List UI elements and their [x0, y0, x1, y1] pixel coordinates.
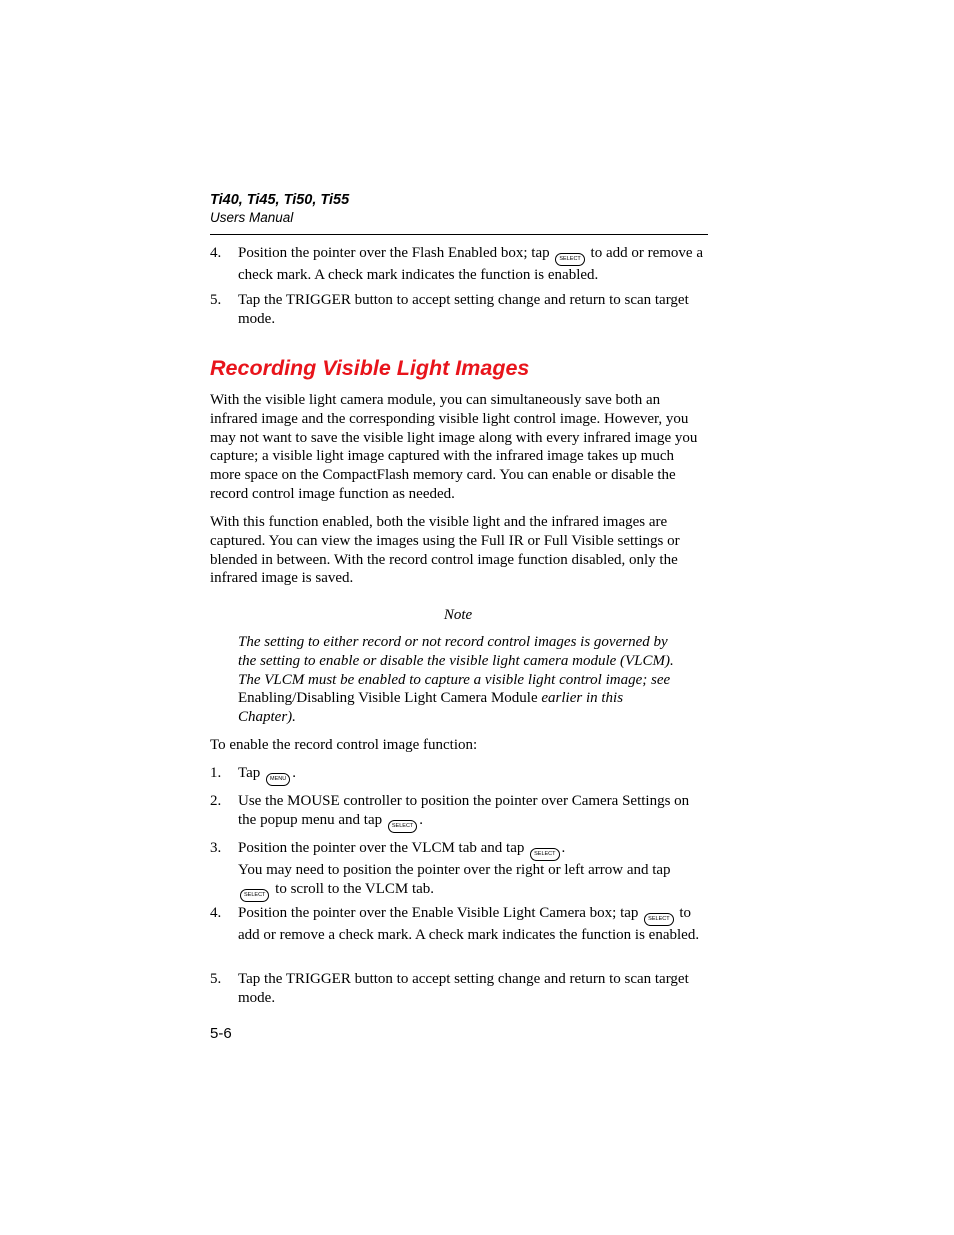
running-header: [210, 191, 708, 227]
step-text: to add or remove a check mark. A check mark indicates the function is enabled.: [238, 905, 700, 943]
header-rule: [210, 234, 708, 235]
step-text: Tap the TRIGGER button to accept setting change and return to scan target mode.: [238, 292, 689, 327]
select-button-icon: SELECT: [644, 913, 673, 926]
note-reference: Enabling/Disabling Visible Light Camera Module: [238, 690, 538, 707]
list-number: 5.: [210, 292, 222, 308]
step-text: .: [292, 765, 296, 781]
note-label: Note: [443, 607, 473, 623]
step-text: Position the pointer over the VLCM tab and tap: [238, 840, 525, 856]
list-number: 1.: [210, 765, 222, 781]
manual-subtitle: Users Manual: [210, 210, 294, 225]
note-body: [238, 633, 683, 727]
select-button-icon: SELECT: [388, 820, 417, 833]
paragraph: With this function enabled, both the visible light and the infrared images are captured. You can view the images using the Full IR or Full Visible settings or blended in between. With the record control image function disabled, only the infrared image is saved.: [210, 514, 680, 587]
section-heading: Recording Visible Light Images: [210, 356, 530, 380]
paragraph: With the visible light camera module, you can simultaneously save both an infrared image and the corresponding visible light control image. However, you may not want to save the visible light image along with every infrared image you capture; a visible light image captured with the infrared image takes up much more space on the CompactFlash memory card. You can enable or disable the record control image function as needed.: [210, 392, 698, 502]
list-number: 4.: [210, 245, 222, 261]
note-text: The setting to either record or not record control images is governed by the setting to enable or disable the visible light camera module (VLCM). The VLCM must be enabled to capture a visible light control image; see: [238, 634, 674, 688]
list-number: 4.: [210, 905, 222, 921]
step-text: .: [419, 811, 424, 828]
list-number: 5.: [210, 971, 222, 987]
manual-title: Ti40, Ti45, Ti50, Ti55: [210, 192, 350, 208]
step-text: to scroll to the VLCM tab.: [275, 880, 435, 897]
step-text: Tap: [238, 765, 261, 781]
step-text: to add or remove a check mark. A check mark indicates the function is enabled.: [238, 245, 703, 283]
step-text: Tap the TRIGGER button to accept setting change and return to scan target mode.: [238, 971, 689, 1006]
list-number: 3.: [210, 840, 222, 856]
note-text: earlier in this Chapter).: [238, 690, 624, 726]
menu-button-icon: MENU: [266, 773, 290, 786]
select-button-icon: SELECT: [555, 253, 584, 266]
select-button-icon: SELECT: [240, 889, 269, 902]
step-text: Position the pointer over the Enable Visible Light Camera box; tap: [238, 905, 639, 921]
step-text: You may need to position the pointer over the right or left arrow and tap: [238, 862, 671, 878]
step-text: Use the MOUSE controller to position the pointer over Camera Settings on the popup menu and tap: [238, 793, 690, 828]
list-number: 2.: [210, 793, 222, 809]
step-text: Position the pointer over the Flash Enabled box; tap: [238, 245, 550, 261]
procedure-intro: To enable the record control image function:: [210, 737, 478, 753]
select-button-icon: SELECT: [530, 848, 559, 861]
page-number: 5-6: [210, 1025, 232, 1042]
step-text: .: [561, 840, 566, 856]
